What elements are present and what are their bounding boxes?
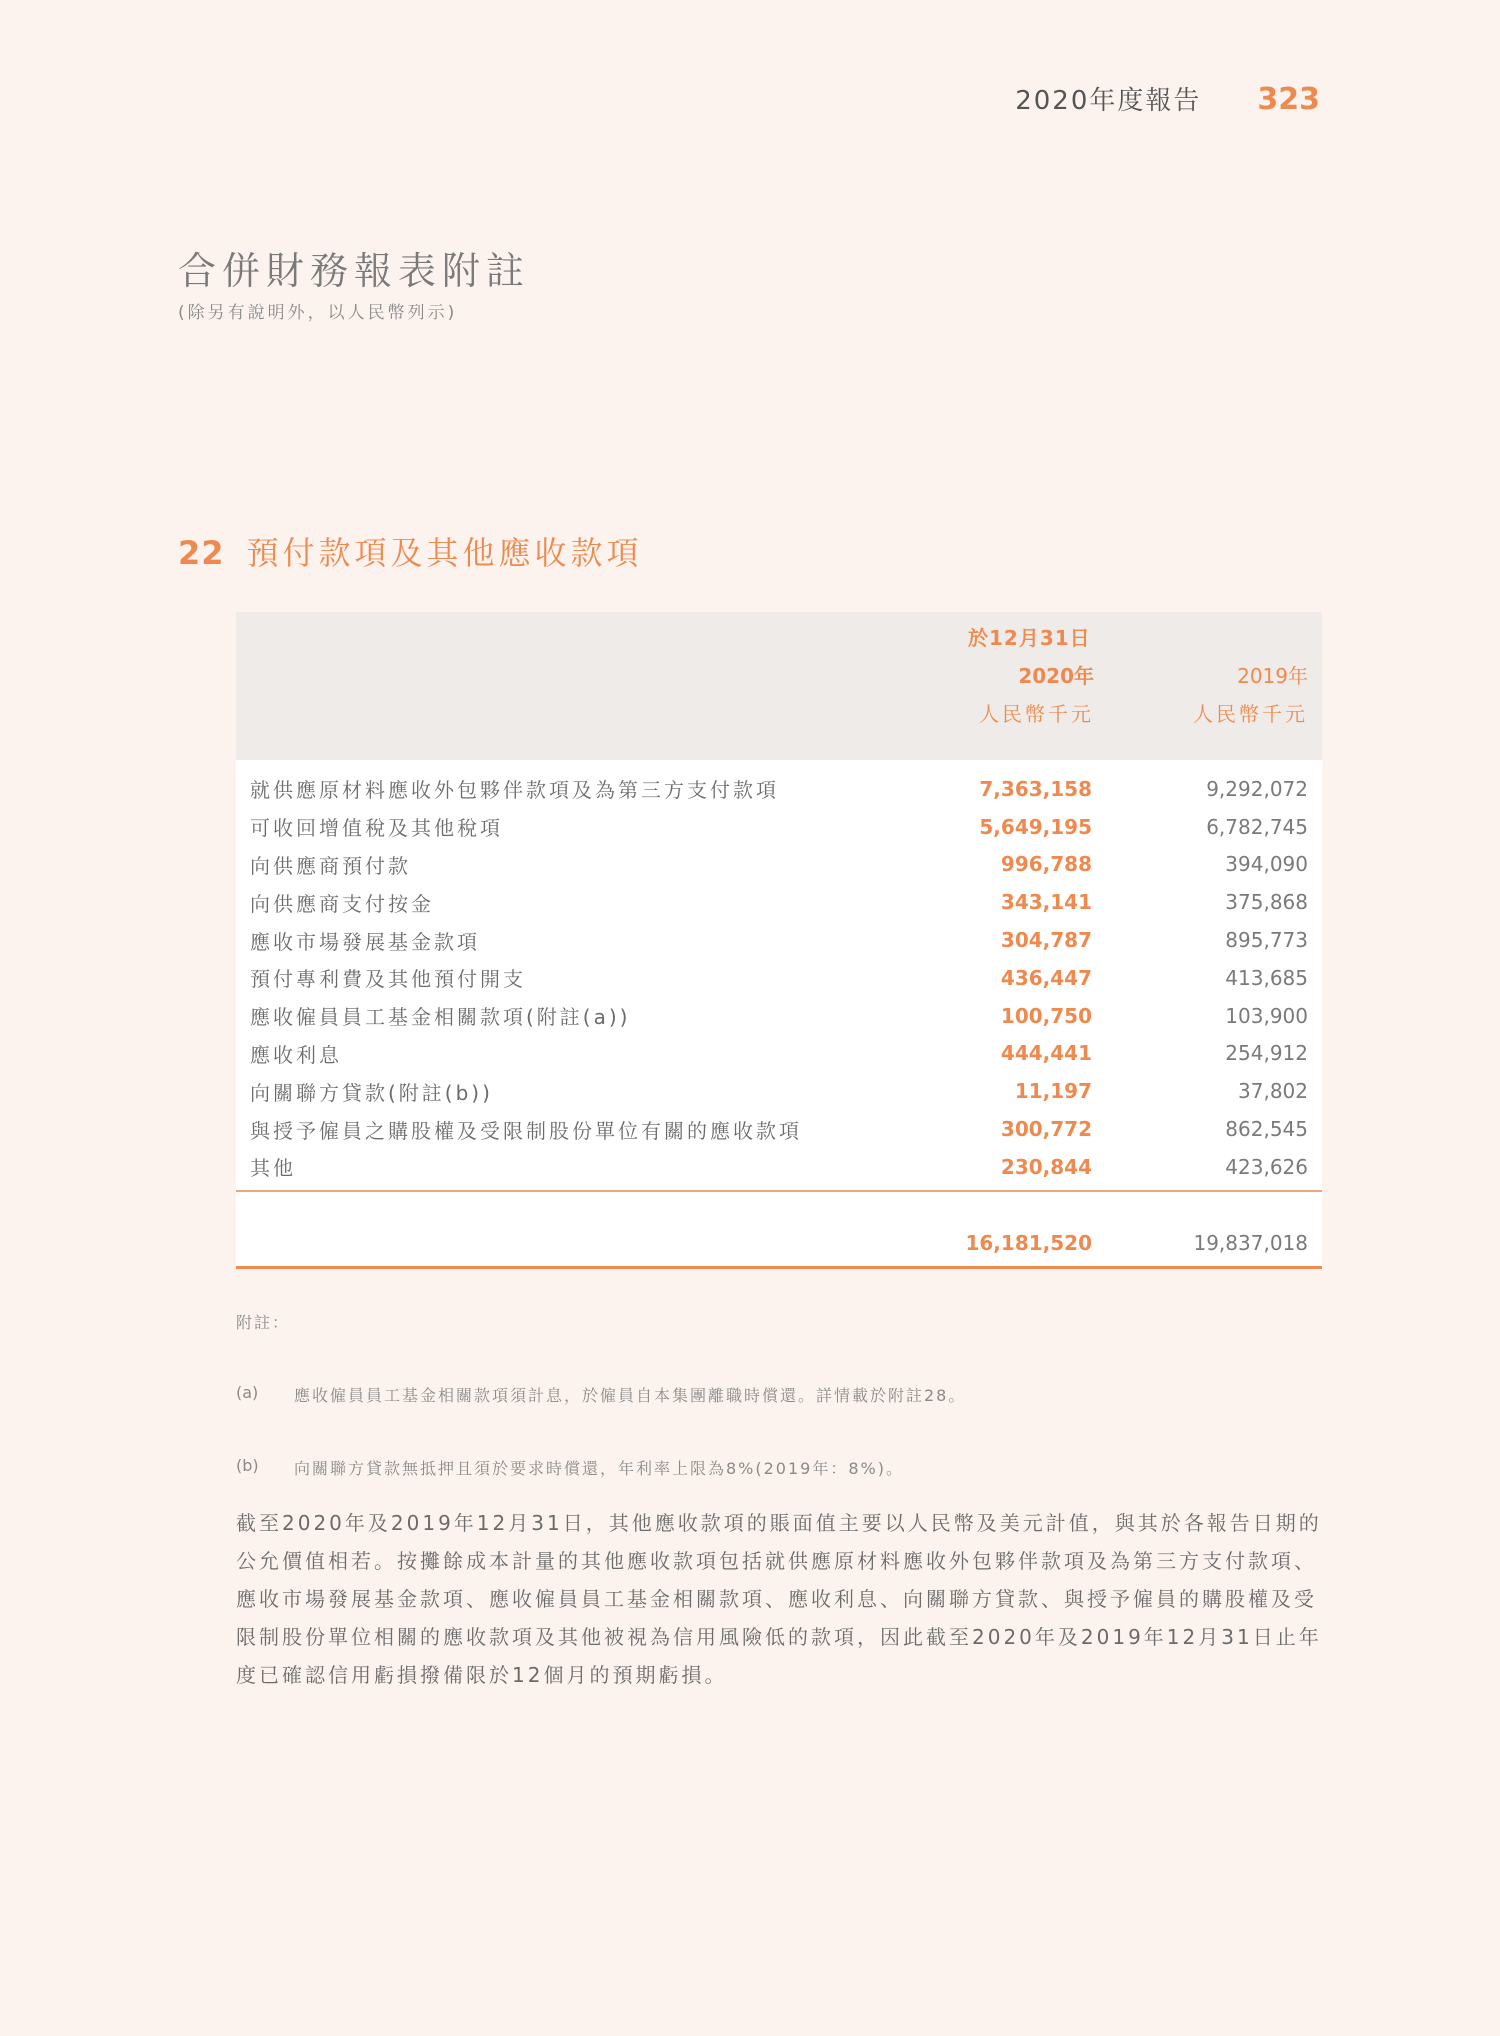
row-label: 向供應商支付按金 (250, 891, 434, 916)
table-row (236, 959, 1322, 997)
total-2019: 19,837,018 (1193, 1230, 1308, 1255)
row-label: 向關聯方貸款(附註(b)) (250, 1080, 493, 1105)
year-2020-header: 2020年 (1018, 664, 1094, 688)
row-label: 與授予僱員之購股權及受限制股份單位有關的應收款項 (250, 1118, 802, 1143)
table-header (236, 612, 1322, 760)
total-2020: 16,181,520 (965, 1230, 1092, 1255)
section-number: 22 (178, 534, 225, 572)
note-marker: (b) (236, 1456, 259, 1475)
value-2020: 11,197 (1014, 1079, 1092, 1104)
table-row (236, 1110, 1322, 1148)
row-label: 應收市場發展基金款項 (250, 929, 480, 954)
body-paragraph: 截至2020年及2019年12月31日，其他應收款項的賬面值主要以人民幣及美元計值，與其於各報告日期的公允價值相若。按攤餘成本計量的其他應收款項包括就供應原材料應收外包夥伴款項及為第三方支付款項、應收市場發展基金款項、應收僱員員工基金相關款項、應收利息、向關聯方貸款、與授予僱員的購股權及受限制股份單位相關的應收款項及其他被視為信用風險低的款項，因此截至2020年及2019年12月31日止年度已確認信用虧損撥備限於12個月的預期虧損。 (236, 1511, 1322, 1687)
note-marker: (a) (236, 1383, 259, 1402)
note-item (236, 1456, 1322, 1479)
section-heading (178, 528, 643, 574)
total-row (236, 1192, 1322, 1266)
table-row (236, 1148, 1322, 1186)
row-label: 可收回增值稅及其他稅項 (250, 816, 503, 841)
value-2019: 254,912 (1225, 1041, 1308, 1066)
table-row (236, 770, 1322, 808)
document-subtitle: (除另有說明外，以人民幣列示) (178, 303, 458, 323)
table-row (236, 846, 1322, 884)
unit-2020-header: 人民幣千元 (979, 702, 1094, 726)
value-2019: 413,685 (1225, 965, 1308, 990)
value-2020: 100,750 (1000, 1003, 1092, 1028)
value-2020: 230,844 (1000, 1154, 1092, 1179)
value-2019: 862,545 (1225, 1117, 1308, 1142)
value-2019: 9,292,072 (1206, 776, 1308, 801)
value-2019: 375,868 (1225, 890, 1308, 915)
total-divider (236, 1266, 1322, 1269)
table-row (236, 1072, 1322, 1110)
value-2020: 444,441 (1000, 1041, 1092, 1066)
notes-section (236, 1310, 1322, 1479)
row-label: 預付專利費及其他預付開支 (250, 967, 526, 992)
value-2020: 343,141 (1000, 890, 1092, 915)
value-2020: 436,447 (1000, 965, 1092, 990)
value-2019: 37,802 (1238, 1079, 1308, 1104)
year-2019-header: 2019年 (1237, 664, 1308, 688)
table-row (236, 808, 1322, 846)
receivables-table (236, 612, 1322, 1269)
section-title: 預付款項及其他應收款項 (246, 534, 643, 572)
unit-2019-header: 人民幣千元 (1193, 702, 1308, 726)
row-label: 應收利息 (250, 1042, 342, 1067)
value-2019: 394,090 (1225, 852, 1308, 877)
value-2019: 423,626 (1225, 1154, 1308, 1179)
row-label: 就供應原材料應收外包夥伴款項及為第三方支付款項 (250, 778, 779, 803)
value-2020: 5,649,195 (979, 814, 1092, 839)
table-row (236, 1035, 1322, 1073)
row-label: 其他 (250, 1156, 296, 1181)
note-text: 應收僱員員工基金相關款項須計息，於僱員自本集團離職時償還。詳情載於附註28。 (294, 1386, 967, 1405)
value-2020: 7,363,158 (979, 776, 1092, 801)
value-2020: 996,788 (1000, 852, 1092, 877)
page-header (1015, 80, 1320, 117)
value-2020: 300,772 (1000, 1117, 1092, 1142)
document-title: 合併財務報表附註 (178, 249, 531, 293)
table-body (236, 760, 1322, 1192)
value-2019: 895,773 (1225, 928, 1308, 953)
table-row (236, 883, 1322, 921)
page-number: 323 (1257, 82, 1320, 117)
value-2020: 304,787 (1000, 928, 1092, 953)
row-label: 應收僱員員工基金相關款項(附註(a)) (250, 1005, 631, 1030)
date-header: 於12月31日 (968, 626, 1091, 650)
table-row (236, 997, 1322, 1035)
report-title: 2020年度報告 (1015, 86, 1202, 116)
value-2019: 6,782,745 (1206, 814, 1308, 839)
value-2019: 103,900 (1225, 1003, 1308, 1028)
note-text: 向關聯方貸款無抵押且須於要求時償還，年利率上限為8%(2019年：8%)。 (294, 1459, 904, 1478)
row-label: 向供應商預付款 (250, 853, 411, 878)
notes-heading: 附註： (236, 1313, 291, 1332)
table-row (236, 921, 1322, 959)
note-item (236, 1383, 1322, 1406)
